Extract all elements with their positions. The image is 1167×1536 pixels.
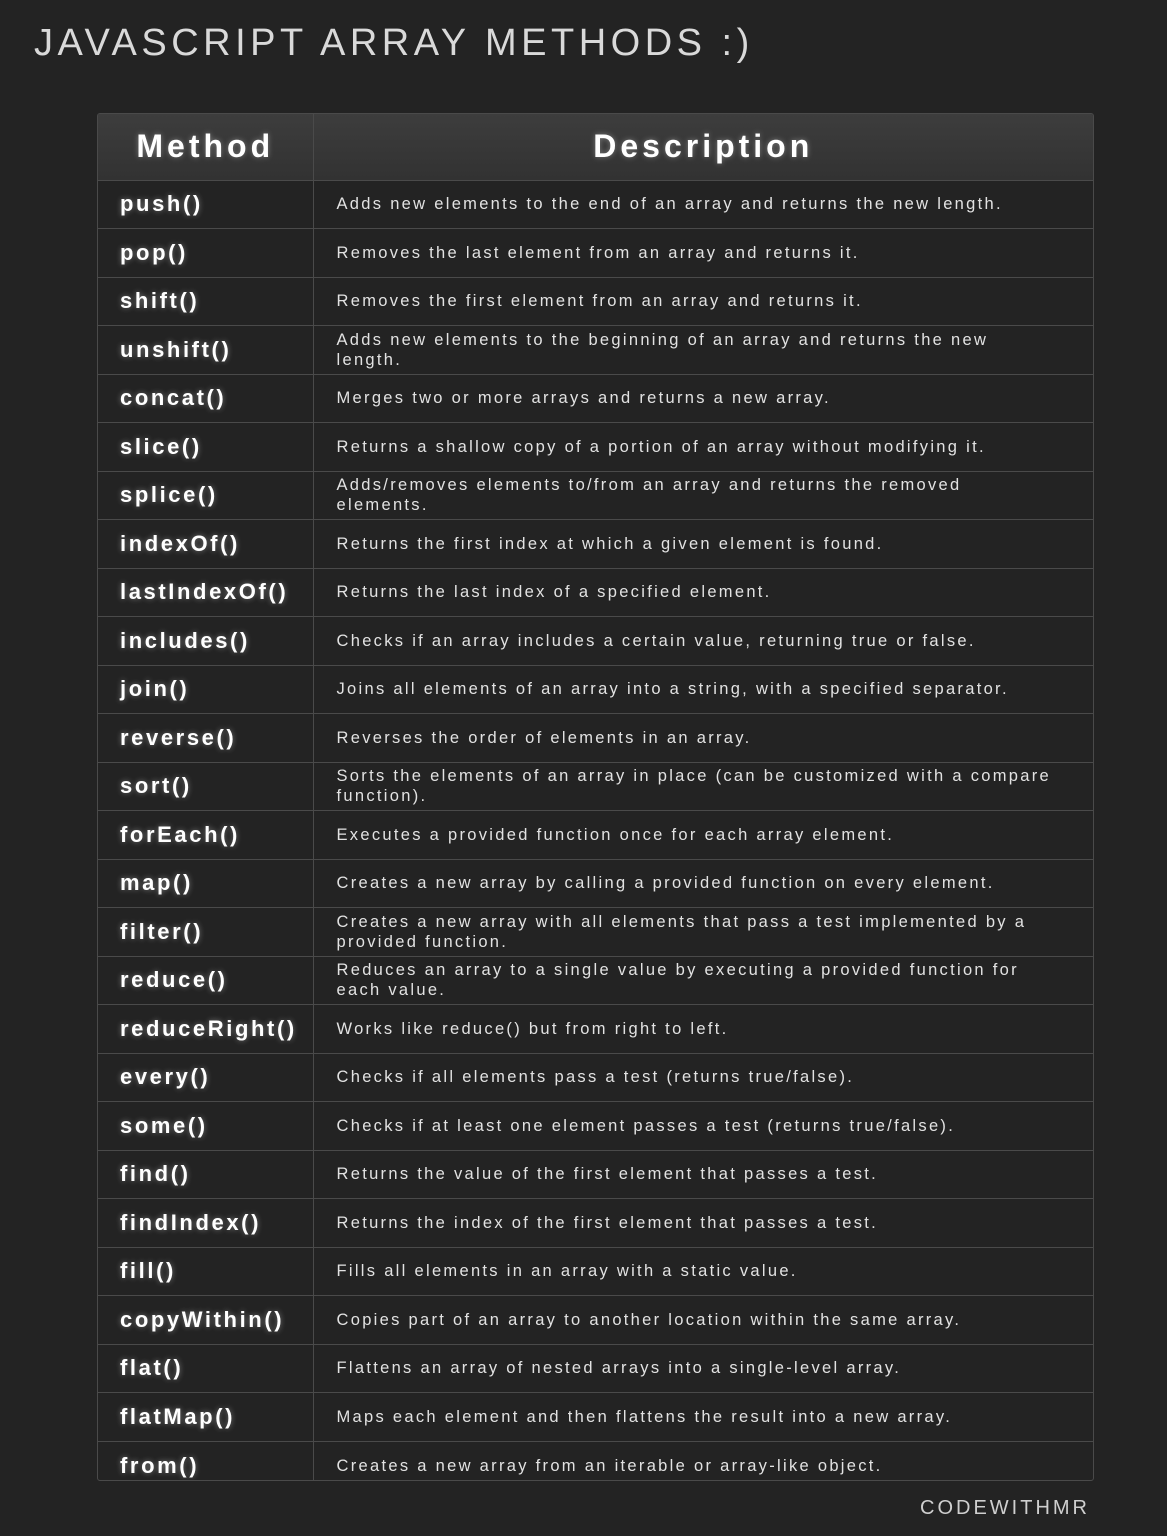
methods-table: [97, 113, 1094, 1481]
method-description: Maps each element and then flattens the result into a new array.: [336, 1407, 953, 1426]
method-description: Returns the first index at which a given element is found.: [336, 534, 884, 553]
table-row: [98, 1102, 1093, 1151]
method-name: fill(): [98, 1247, 313, 1296]
method-description: Copies part of an array to another location within the same array.: [336, 1310, 962, 1329]
method-description: Adds new elements to the beginning of an array and returns the new length.: [336, 330, 989, 369]
method-description: Joins all elements of an array into a string, with a specified separator.: [336, 680, 1009, 699]
method-name: reduce(): [98, 956, 313, 1005]
table-row: [98, 617, 1093, 666]
method-name: includes(): [98, 617, 313, 666]
method-description: Removes the first element from an array and returns it.: [336, 292, 863, 311]
method-name: from(): [98, 1441, 313, 1481]
method-name: some(): [98, 1102, 313, 1151]
method-description: Returns the index of the first element that passes a test.: [336, 1213, 879, 1232]
table-row: [98, 1053, 1093, 1102]
table-row: [98, 956, 1093, 1005]
table-row: [98, 714, 1093, 763]
table-row: [98, 1150, 1093, 1199]
table-row: [98, 277, 1093, 326]
table-row: [98, 1005, 1093, 1054]
method-description: Flattens an array of nested arrays into a single-level array.: [336, 1359, 902, 1378]
method-name: sort(): [98, 762, 313, 811]
method-description: Executes a provided function once for each array element.: [336, 825, 895, 844]
method-description: Checks if an array includes a certain value, returning true or false.: [336, 631, 976, 650]
method-name: forEach(): [98, 811, 313, 860]
method-name: every(): [98, 1053, 313, 1102]
method-description: Returns the value of the first element that passes a test.: [336, 1165, 879, 1184]
method-name: copyWithin(): [98, 1296, 313, 1345]
method-description: Works like reduce() but from right to left.: [336, 1019, 729, 1038]
method-description: Adds/removes elements to/from an array and returns the removed elements.: [336, 476, 962, 515]
method-name: splice(): [98, 471, 313, 520]
table-row: [98, 180, 1093, 229]
method-name: find(): [98, 1150, 313, 1199]
method-name: reduceRight(): [98, 1005, 313, 1054]
method-description: Merges two or more arrays and returns a new array.: [336, 389, 831, 408]
table-row: [98, 374, 1093, 423]
table-header-row: [98, 114, 1093, 180]
method-name: slice(): [98, 423, 313, 472]
header-method: Method: [98, 114, 313, 180]
method-description: Fills all elements in an array with a static value.: [336, 1262, 798, 1281]
method-description: Removes the last element from an array and returns it.: [336, 243, 860, 262]
page-title: JAVASCRIPT ARRAY METHODS :): [34, 22, 754, 64]
table-row: [98, 229, 1093, 278]
table-row: [98, 1441, 1093, 1481]
table-row: [98, 1296, 1093, 1345]
brand-label: CODEWITHMR: [920, 1497, 1090, 1519]
method-description: Creates a new array with all elements that pass a test implemented by a provided function.: [336, 912, 1027, 951]
method-name: pop(): [98, 229, 313, 278]
method-description: Reduces an array to a single value by executing a provided function for each value.: [336, 961, 1019, 1000]
table-row: [98, 762, 1093, 811]
method-name: filter(): [98, 908, 313, 957]
table-row: [98, 811, 1093, 860]
method-name: flat(): [98, 1344, 313, 1393]
header-description: Description: [593, 128, 814, 165]
table-row: [98, 326, 1093, 375]
method-name: push(): [98, 180, 313, 229]
method-description: Adds new elements to the end of an array and returns the new length.: [336, 195, 1003, 214]
method-description: Sorts the elements of an array in place (can be customized with a compare function).: [336, 767, 1052, 806]
method-description: Checks if all elements pass a test (returns true/false).: [336, 1068, 855, 1087]
table-row: [98, 665, 1093, 714]
method-name: findIndex(): [98, 1199, 313, 1248]
table-row: [98, 1247, 1093, 1296]
method-name: indexOf(): [98, 520, 313, 569]
table-row: [98, 1393, 1093, 1442]
table-row: [98, 568, 1093, 617]
table-row: [98, 859, 1093, 908]
table-row: [98, 423, 1093, 472]
table-row: [98, 471, 1093, 520]
method-name: concat(): [98, 374, 313, 423]
method-name: flatMap(): [98, 1393, 313, 1442]
method-name: map(): [98, 859, 313, 908]
method-description: Creates a new array from an iterable or array-like object.: [336, 1456, 883, 1475]
table-row: [98, 520, 1093, 569]
table-row: [98, 1199, 1093, 1248]
method-description: Reverses the order of elements in an array.: [336, 728, 752, 747]
method-description: Creates a new array by calling a provided function on every element.: [336, 874, 995, 893]
table-row: [98, 908, 1093, 957]
method-name: lastIndexOf(): [98, 568, 313, 617]
method-name: unshift(): [98, 326, 313, 375]
method-description: Returns a shallow copy of a portion of an array without modifying it.: [336, 437, 986, 456]
method-name: join(): [98, 665, 313, 714]
method-description: Returns the last index of a specified element.: [336, 583, 772, 602]
table-row: [98, 1344, 1093, 1393]
method-name: reverse(): [98, 714, 313, 763]
method-name: shift(): [98, 277, 313, 326]
method-description: Checks if at least one element passes a test (returns true/false).: [336, 1116, 956, 1135]
